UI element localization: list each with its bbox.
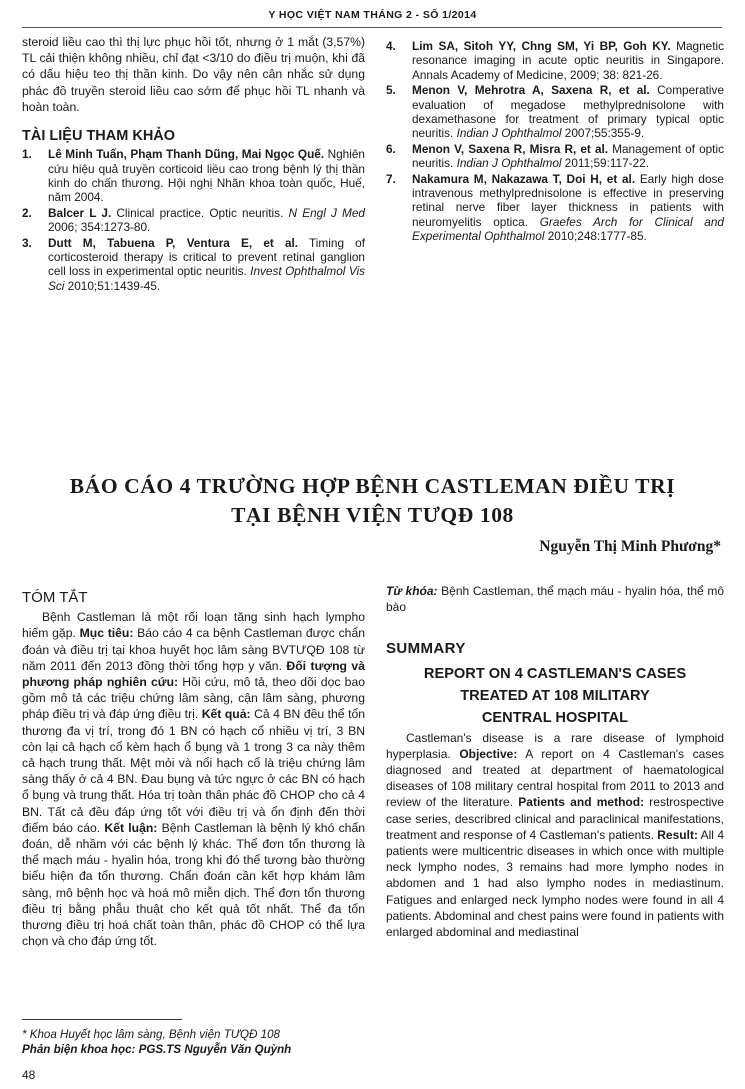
- summary-en-title: [386, 664, 724, 728]
- reference-number: 7.: [386, 171, 396, 186]
- abstract-vi-result-label: Kết quả:: [201, 707, 251, 722]
- abstract-vi-column: [22, 590, 365, 949]
- reference-number: 4.: [386, 39, 396, 53]
- reference-item: [22, 236, 365, 294]
- abstract-vi-objective-text: Báo cáo 4 ca bệnh Castleman được chẩn đoán và điều trị tại khoa huyết học lâm sàng BVTƯQĐ 108 từ năm 2011 đến 2013 đồng thời tổng hợp y văn.: [22, 626, 365, 673]
- reference-text: Nghiên cứu hiệu quả truyền corticoid liều cao trong bệnh lý thị thần kinh do chấn thương. Hội nghị Nhãn khoa toàn quốc, Huế, năm 2004.: [48, 147, 365, 205]
- reference-item: [386, 39, 724, 82]
- reference-number: 5.: [386, 83, 396, 98]
- keywords-text: Bệnh Castleman, thể mạch máu - hyalin hóa, thể mô bào: [386, 584, 725, 615]
- article-title-line-1: BÁO CÁO 4 TRƯỜNG HỢP BỆNH CASTLEMAN ĐIỀU TRỊ: [69, 474, 676, 498]
- abstract-vi-method-label: Đối tượng và phương pháp nghiên cứu:: [22, 658, 365, 690]
- reference-item: [22, 206, 365, 235]
- reference-citation: 2007;55:355-9.: [561, 126, 645, 141]
- reference-journal: Graefes Arch for Clinical and Experimental Ophthalmol: [412, 214, 724, 244]
- reference-text: Magnetic resonance imaging in acute optic neuritis in Singapore. Annals Academy of Medicine, 2009; 38: 821-26.: [412, 39, 724, 82]
- reference-authors: Lim SA, Sitoh YY, Chng SM, Yi BP, Goh KY.: [412, 39, 671, 53]
- reference-authors: Menon V, Mehrotra A, Saxena R, et al.: [412, 83, 650, 98]
- reference-text: Comperative evaluation of megadose methylprednisolone with dexamethasone for treatment of primary typical optic neuritis.: [412, 83, 725, 141]
- abstract-en-result-label: Result:: [657, 827, 698, 842]
- abstract-vi-conclusion-label: Kết luận:: [104, 820, 158, 835]
- reference-item: [386, 83, 724, 141]
- abstract-vi-intro: Bệnh Castleman là một rối loạn tăng sinh hạch lympho hiếm gặp.: [22, 610, 365, 641]
- reference-text: Clinical practice. Optic neuritis.: [111, 205, 289, 220]
- abstract-vi-method-text: Hồi cứu, mô tả, theo dõi dọc bao gồm mô tả các triệu chứng lâm sàng, cận lâm sàng, phương pháp điều trị và đáp ứng điều trị.: [22, 675, 365, 722]
- reference-journal: Invest Ophthalmol Vis Sci: [48, 264, 365, 293]
- abstract-en-objective-text: A report on 4 Castleman's cases diagnosed and treated at department of haematological diseases of 108 military central hospital from 2011 to 2013 and review of the literature.: [386, 746, 724, 810]
- reference-citation: 2006; 354:1273-80.: [48, 220, 151, 235]
- reference-journal: N Engl J Med: [288, 205, 365, 220]
- summary-heading: SUMMARY: [386, 640, 466, 658]
- abstract-en-column: [386, 583, 724, 940]
- page-number: 48: [22, 1068, 36, 1082]
- left-column-top: [22, 34, 365, 294]
- reference-item: [22, 147, 365, 205]
- reference-item: [386, 172, 724, 244]
- abstract-vi-objective-label: Mục tiêu:: [79, 626, 134, 641]
- references-list-right: [386, 39, 724, 244]
- article-title: [60, 472, 685, 530]
- reference-citation: 2011;59:117-22.: [561, 156, 649, 171]
- reference-journal: Indian J Ophthalmol: [456, 126, 562, 141]
- summary-en-title-line: REPORT ON 4 CASTLEMAN'S CASES: [423, 665, 687, 682]
- footnote-affiliation: * Khoa Huyết học lâm sàng, Bệnh viện TƯQĐ 108: [22, 1028, 280, 1041]
- author-name: Nguyễn Thị Minh Phương*: [539, 538, 721, 555]
- reference-authors: Balcer L J.: [48, 205, 112, 220]
- header-rule: [22, 27, 722, 28]
- reference-number: 3.: [22, 235, 32, 250]
- reference-authors: Lê Minh Tuấn, Phạm Thanh Dũng, Mai Ngọc Quế.: [48, 147, 325, 162]
- references-heading: TÀI LIỆU THAM KHẢO: [22, 128, 176, 145]
- reference-citation: 2010;51:1439-45.: [64, 278, 161, 293]
- abstract-en-body: [386, 730, 724, 941]
- summary-en-title-line: TREATED AT 108 MILITARY: [460, 687, 650, 704]
- keywords: [386, 583, 724, 615]
- article-title-line-2: TẠI BỆNH VIỆN TƯQĐ 108: [231, 503, 514, 527]
- reference-text: Management of optic neuritis.: [412, 141, 724, 171]
- reference-text: Early high dose intravenous methylprednisolone is effective in preserving retinal nerve fiber layer thickness in patients with neuromyelitis optica.: [412, 171, 724, 229]
- reference-authors: Menon V, Saxena R, Misra R, et al.: [412, 141, 609, 156]
- reference-number: 6.: [386, 141, 396, 156]
- reference-authors: Nakamura M, Nakazawa T, Doi H, et al.: [412, 171, 636, 186]
- reference-item: [386, 142, 724, 171]
- keywords-label: Từ khóa:: [386, 584, 438, 598]
- right-column-top: [386, 39, 724, 245]
- left-top-paragraph: steroid liều cao thì thị lực phục hồi tốt, nhưng ở 1 mắt (3,57%) TL cải thiện không nhiều, chỉ đạt <3/10 do điều trị muộn, khi đã có dấu hiệu teo thị thần kinh. Do vậy nên cân nhắc sử dụng phác đồ truyền steroid liều cao sớm để phục hồi TL nhanh và hoàn toàn.: [22, 35, 365, 114]
- abstract-vi-heading: TÓM TẮT: [22, 589, 88, 606]
- reference-number: 1.: [22, 147, 32, 162]
- abstract-en-intro: Castleman's disease is a rare disease of lymphoid hyperplasia.: [386, 730, 724, 761]
- reference-journal: Indian J Ophthalmol: [456, 156, 562, 171]
- abstract-vi-result-text: Cả 4 BN đều thể tổn thương đa vị trí, trong đó 1 BN có hạch cổ nhiều vị trí, 3 BN còn lại cả hạch cổ kèm hạch ổ bụng và 1 trong 3 ca này thêm cả hạch trung thất. Mệt mỏi và nổi hạch cổ là triệu chứng lâm sàng thấy ở cả 4 BN. Đau bụng và tức ngực ở các BN có hạch ổ bụng và trung thất. Hóa trị toàn thân phác đồ CHOP cho cả 4 BN. Tất cả đều đáp ứng tốt với điều trị và ổn định đến thời điểm báo cáo.: [22, 707, 366, 835]
- abstract-en-method-text: restrospective case series, describred clinical and paraclinical manifestations, treatment and response of 4 Castleman's patients.: [386, 795, 724, 842]
- footnote-reviewer: Phản biện khoa học: PGS.TS Nguyễn Văn Quỳnh: [22, 1043, 292, 1056]
- reference-text: Timing of corticosteroid therapy is critical to prevent retinal ganglion cell loss in experimental optic neuritis.: [48, 235, 365, 279]
- abstract-en-result-text: All 4 patients were multicentric diseases in which once with multiple neck lympho nodes, 3 remains had more lympho nodes in abdomen and 1 had also lympho nodes in mediastinum. Fatigues and enlarged neck lympho nodes were found in all 4 patients. Abdominal and chest pains were found in patients with enlarged abdominal and mediastinal: [386, 827, 724, 940]
- running-head: Y HỌC VIỆT NAM THÁNG 2 - SỐ 1/2014: [268, 9, 477, 21]
- summary-en-title-line: CENTRAL HOSPITAL: [481, 709, 629, 726]
- reference-number: 2.: [22, 205, 32, 220]
- footnote: [22, 1027, 367, 1057]
- abstract-vi-conclusion-text: Bệnh Castleman là bệnh lý khó chẩn đoán, dễ nhầm với các bệnh lý khác. Thể đơn tổn thương là thể mạch máu - hyalin hóa, trong khi đó thể tương bào thường biểu hiện đa tổn thương. Chẩn đoán cần kết hợp khám lâm sàng, mô bệnh học và hoá mô miễn dịch. Thể đơn tổn thương điều trị bằng phẫu thuật cho kết quả tốt nhất. Thể đa tổn thương điều trị hoá chất toàn thân, phác đồ CHOP có thể lựa chọn và cho đáp ứng tốt.: [22, 820, 365, 949]
- abstract-en-method-label: Patients and method:: [518, 795, 645, 810]
- footnote-rule: [22, 1019, 182, 1020]
- abstract-en-objective-label: Objective:: [459, 746, 518, 761]
- reference-citation: 2010;248:1777-85.: [544, 229, 647, 244]
- references-list-left: [22, 147, 365, 293]
- abstract-vi-body: [22, 609, 365, 949]
- reference-authors: Dutt M, Tabuena P, Ventura E, et al.: [48, 235, 299, 250]
